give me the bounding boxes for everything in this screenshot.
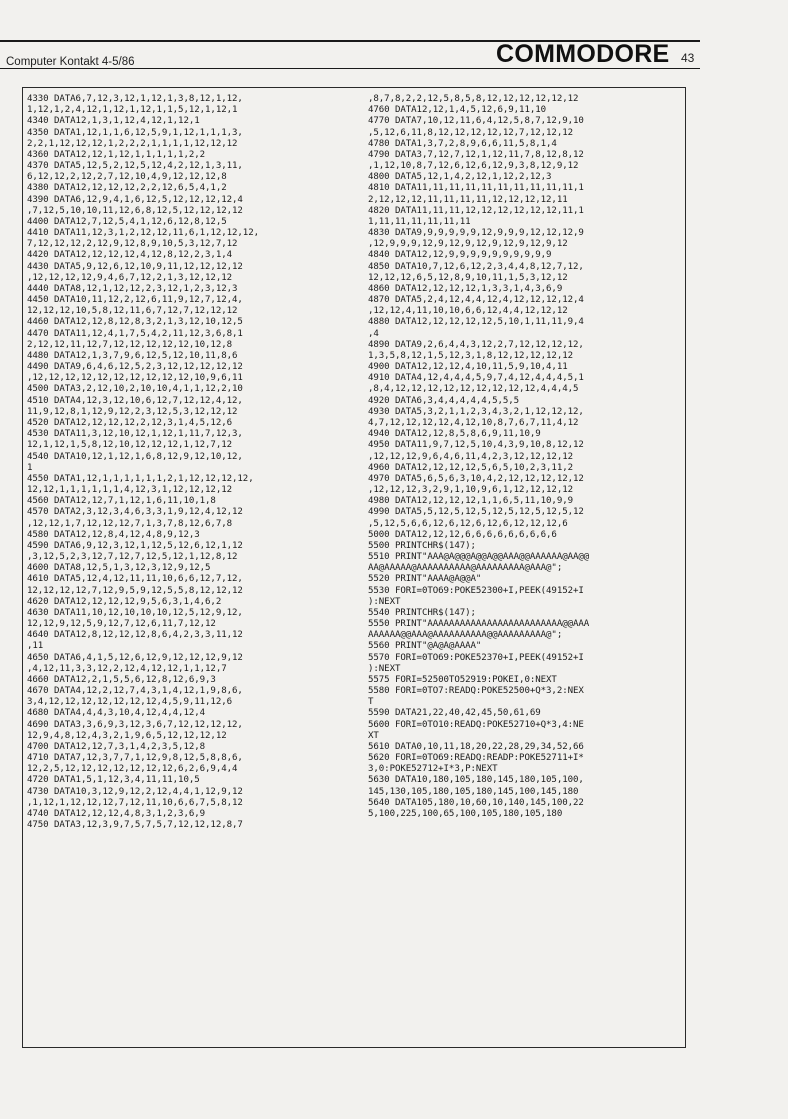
listing-line: 3,4,12,12,12,12,12,12,12,4,5,9,11,12,6 (27, 697, 233, 708)
listing-line: 2,12,12,12,11,11,11,11,12,12,12,12,11 (368, 194, 568, 205)
listing-line: 6,12,12,2,12,2,7,12,10,4,9,12,12,12,8 (27, 172, 227, 183)
listing-line: 4990 DATA5,5,12,5,12,5,12,5,12,5,12,5,12 (368, 507, 584, 518)
listing-line: 4510 DATA4,12,3,12,10,6,12,7,12,12,4,12, (27, 395, 243, 406)
listing-line: 4670 DATA4,12,2,12,7,4,3,1,4,12,1,9,8,6, (27, 686, 243, 697)
listing-line: 3,0:POKE52712+I*3,P:NEXT (368, 764, 498, 775)
listing-line: 5610 DATA0,10,11,18,20,22,28,29,34,52,66 (368, 741, 584, 752)
listing-line: 4980 DATA12,12,12,12,1,1,6,5,11,10,9,9 (368, 496, 574, 507)
listing-line: 4880 DATA12,12,12,12,12,5,10,1,11,11,9,4 (368, 317, 584, 328)
listing-line: 4920 DATA6,3,4,4,4,4,4,5,5,5 (368, 395, 520, 406)
listing-line: 4380 DATA12,12,12,12,2,2,12,6,5,4,1,2 (27, 183, 227, 194)
listing-line: 12,1,12,1,5,8,12,10,12,12,12,1,12,7,12 (27, 440, 233, 451)
listing-line: 4930 DATA5,3,2,1,1,2,3,4,3,2,1,12,12,12, (368, 406, 584, 417)
listing-line: 5640 DATA105,180,10,60,10,140,145,100,22 (368, 797, 584, 808)
listing-line: 4690 DATA3,3,6,9,3,12,3,6,7,12,12,12,12, (27, 719, 243, 730)
listing-line: 5575 FORI=52500TO52919:POKEI,0:NEXT (368, 674, 557, 685)
listing-line: ,3,12,5,2,3,12,7,12,7,12,5,12,1,12,8,12 (27, 552, 238, 563)
listing-line: 4620 DATA12,12,12,12,9,5,6,3,1,4,6,2 (27, 596, 222, 607)
listing-line: ,12,12,4,11,10,10,6,6,12,4,4,12,12,12 (368, 306, 568, 317)
listing-line: 5550 PRINT"AAAAAAAAAAAAAAAAAAAAAAAAA@@AAA (368, 619, 590, 630)
listing-line: 5580 FORI=0TO7:READQ:POKE52500+Q*3,2:NEX (368, 686, 584, 697)
listing-line: ,7,12,5,10,10,11,12,6,8,12,5,12,12,12,12 (27, 205, 243, 216)
listing-line: T (368, 697, 374, 708)
listing-line: 4660 DATA12,2,1,5,5,6,12,8,12,6,9,3 (27, 674, 216, 685)
listing-line: 5560 PRINT"@A@A@AAAA" (368, 641, 482, 652)
listing-line: 4770 DATA7,10,12,11,6,4,12,5,8,7,12,9,10 (368, 116, 584, 127)
listing-line: AA@AAAAA@AAAAAAAAAA@AAAAAAAAA@AAA@"; (368, 563, 563, 574)
listing-line: 7,12,12,12,2,12,9,12,8,9,10,5,3,12,7,12 (27, 239, 238, 250)
listing-line: ,12,12,12,12,9,4,6,7,12,2,1,3,12,12,12 (27, 272, 233, 283)
listing-line: 4840 DATA12,12,9,9,9,9,9,9,9,9,9,9 (368, 250, 552, 261)
listing-line: ,1,12,10,8,7,12,6,12,6,12,9,3,8,12,9,12 (368, 161, 579, 172)
listing-line: 4960 DATA12,12,12,12,5,6,5,10,2,3,11,2 (368, 462, 574, 473)
listing-line: 4390 DATA6,12,9,4,1,6,12,5,12,12,12,12,4 (27, 194, 243, 205)
listing-line: 4950 DATA11,9,7,12,5,10,4,3,9,10,8,12,12 (368, 440, 584, 451)
listing-line: ):NEXT (368, 663, 401, 674)
listing-line: 5500 PRINTCHR$(147); (368, 540, 476, 551)
listing-line: XT (368, 730, 379, 741)
listing-line: 1 (27, 462, 33, 473)
listing-line: 4700 DATA12,12,7,3,1,4,2,3,5,12,8 (27, 741, 206, 752)
listing-line: ,4 (368, 328, 379, 339)
listing-line: 4360 DATA12,12,1,12,1,1,1,1,1,2,2 (27, 149, 206, 160)
listing-line: 12,12,12,10,5,8,12,11,6,7,12,7,12,12,12 (27, 306, 238, 317)
listing-line: 12,2,5,12,12,12,12,12,12,12,6,2,6,9,4,4 (27, 764, 238, 775)
listing-line: 4550 DATA1,12,1,1,1,1,1,1,2,1,12,12,12,12, (27, 473, 254, 484)
listing-line: ,5,12,6,11,8,12,12,12,12,12,7,12,12,12 (368, 127, 574, 138)
listing-line: 4420 DATA12,12,12,12,4,12,8,12,2,3,1,4 (27, 250, 233, 261)
listing-line: 11,9,12,8,1,12,9,12,2,3,12,5,3,12,12,12 (27, 406, 238, 417)
listing-line: 1,3,5,8,12,1,5,12,3,1,8,12,12,12,12,12 (368, 350, 574, 361)
listing-line: 4590 DATA6,9,12,3,12,1,12,5,12,6,12,1,12 (27, 540, 243, 551)
listing-line: 12,12,9,12,5,9,12,7,12,6,11,7,12,12 (27, 619, 216, 630)
listing-line: ,4,12,11,3,3,12,2,12,4,12,12,1,1,12,7 (27, 663, 227, 674)
listing-line: 4740 DATA12,12,12,4,8,3,1,2,3,6,9 (27, 809, 206, 819)
section-brand: COMMODORE (496, 40, 670, 68)
listing-line: 4780 DATA1,3,7,2,8,9,6,6,11,5,8,1,4 (368, 138, 557, 149)
listing-line: 4530 DATA11,3,12,10,12,1,12,1,11,7,12,3, (27, 429, 243, 440)
listing-line: 4680 DATA4,4,4,3,10,4,12,4,4,12,4 (27, 708, 206, 719)
listing-line: 12,12,12,6,5,12,8,9,10,11,1,5,3,12,12 (368, 272, 568, 283)
listing-line: 4650 DATA6,4,1,5,12,6,12,9,12,12,12,9,12 (27, 652, 243, 663)
listing-line: 4830 DATA9,9,9,9,9,9,12,9,9,9,12,12,12,9 (368, 228, 584, 239)
listing-line: ):NEXT (368, 596, 401, 607)
listing-line: 4490 DATA9,6,4,6,12,5,2,3,12,12,12,12,12 (27, 362, 243, 373)
listing-right-column (368, 94, 682, 820)
listing-line: 4540 DATA10,12,1,12,1,6,8,12,9,12,10,12, (27, 451, 243, 462)
listing-line: 5510 PRINT"AAA@A@@@A@@A@@AAA@@AAAAAA@AA@@ (368, 552, 590, 563)
listing-line: 12,9,4,8,12,4,3,2,1,9,6,5,12,12,12,12 (27, 730, 227, 741)
listing-line: 4640 DATA12,8,12,12,12,8,6,4,2,3,3,11,12 (27, 630, 243, 641)
listing-line: 4500 DATA3,2,12,10,2,10,10,4,1,1,12,2,10 (27, 384, 243, 395)
listing-line: 4350 DATA1,12,1,1,6,12,5,9,1,12,1,1,1,3, (27, 127, 243, 138)
listing-line: ,5,12,5,6,6,12,6,12,6,12,6,12,12,12,6 (368, 518, 568, 529)
listing-line: 4940 DATA12,12,8,5,8,6,9,11,10,9 (368, 429, 541, 440)
listing-line: 4,7,12,12,12,12,4,12,10,8,7,6,7,11,4,12 (368, 417, 579, 428)
listing-line: 2,2,1,12,12,12,1,2,2,2,1,1,1,1,12,12,12 (27, 138, 238, 149)
listing-line: 4340 DATA12,1,3,1,12,4,12,1,12,1 (27, 116, 200, 127)
listing-line: 5520 PRINT"AAAA@A@@A" (368, 574, 482, 585)
listing-line: 4860 DATA12,12,12,12,1,3,3,1,4,3,6,9 (368, 283, 563, 294)
listing-line: 5620 FORI=0TO69:READQ:READP:POKE52711+I* (368, 753, 584, 764)
listing-line: 4580 DATA12,12,8,4,12,4,8,9,12,3 (27, 529, 200, 540)
listing-line: AAAAAA@@AAA@AAAAAAAAAA@@AAAAAAAAA@"; (368, 630, 563, 641)
listing-line: 5530 FORI=0TO69:POKE52300+I,PEEK(49152+I (368, 585, 584, 596)
listing-line: 4890 DATA9,2,6,4,4,3,12,2,7,12,12,12,12, (368, 339, 584, 350)
listing-line: 5570 FORI=0TO69:POKE52370+I,PEEK(49152+I (368, 652, 584, 663)
listing-line: 5000 DATA12,12,12,6,6,6,6,6,6,6,6,6 (368, 529, 557, 540)
listing-line: 4560 DATA12,12,7,1,12,1,6,11,10,1,8 (27, 496, 216, 507)
listing-line: 4520 DATA12,12,12,12,2,12,3,1,4,5,12,6 (27, 417, 233, 428)
listing-line: 4600 DATA8,12,5,1,3,12,3,12,9,12,5 (27, 563, 211, 574)
listing-line: ,11 (27, 641, 44, 652)
listing-line: ,8,7,8,2,2,12,5,8,5,8,12,12,12,12,12,12 (368, 94, 579, 104)
listing-line: 4800 DATA5,12,1,4,2,12,1,12,2,12,3 (368, 172, 552, 183)
listing-line: 4460 DATA12,12,8,12,8,3,2,1,3,12,10,12,5 (27, 317, 243, 328)
listing-line: 4870 DATA5,2,4,12,4,4,12,4,12,12,12,12,4 (368, 295, 584, 306)
listing-left-column (27, 94, 353, 831)
listing-line: 12,12,1,1,1,1,1,1,4,12,3,1,12,12,12,12 (27, 485, 233, 496)
listing-line: 4810 DATA11,11,11,11,11,11,11,11,11,11,1 (368, 183, 584, 194)
listing-line: ,12,12,12,12,12,12,12,12,12,12,10,9,6,11 (27, 373, 243, 384)
listing-line: 4400 DATA12,7,12,5,4,1,12,6,12,8,12,5 (27, 216, 227, 227)
listing-line: 4470 DATA11,12,4,1,7,5,4,2,11,12,3,6,8,1 (27, 328, 243, 339)
listing-line: 4480 DATA12,1,3,7,9,6,12,5,12,10,11,8,6 (27, 350, 238, 361)
listing-line: 4750 DATA3,12,3,9,7,5,7,5,7,12,12,12,8,7 (27, 820, 243, 831)
listing-line: 5600 FORI=0TO10:READQ:POKE52710+Q*3,4:NE (368, 719, 584, 730)
listing-line: 1,11,11,11,11,11,11 (368, 216, 471, 227)
listing-line: 5540 PRINTCHR$(147); (368, 607, 476, 618)
listing-line: 4610 DATA5,12,4,12,11,11,10,6,6,12,7,12, (27, 574, 243, 585)
listing-line: 4900 DATA12,12,12,4,10,11,5,9,10,4,11 (368, 362, 568, 373)
listing-line: ,12,12,12,9,6,4,6,11,4,2,3,12,12,12,12 (368, 451, 574, 462)
listing-line: 145,130,105,180,105,180,145,100,145,180 (368, 786, 579, 797)
listing-line: ,12,9,9,9,12,9,12,9,12,9,12,9,12,9,12 (368, 239, 568, 250)
listing-line: 4450 DATA10,11,12,2,12,6,11,9,12,7,12,4, (27, 295, 243, 306)
listing-line: ,12,12,1,7,12,12,12,7,1,3,7,8,12,6,7,8 (27, 518, 233, 529)
listing-line: 5590 DATA21,22,40,42,45,50,61,69 (368, 708, 541, 719)
listing-line: ,8,4,12,12,12,12,12,12,12,12,12,4,4,4,5 (368, 384, 579, 395)
listing-line: 5,100,225,100,65,100,105,180,105,180 (368, 809, 563, 819)
listing-line: 12,12,12,12,7,12,9,5,9,12,5,5,8,12,12,12 (27, 585, 243, 596)
listing-line: 4430 DATA5,9,12,6,12,10,9,11,12,12,12,12 (27, 261, 243, 272)
listing-line: ,1,12,1,12,12,12,7,12,11,10,6,6,7,5,8,12 (27, 797, 243, 808)
listing-line: 4630 DATA11,10,12,10,10,10,12,5,12,9,12, (27, 607, 243, 618)
listing-line: 2,12,12,11,12,7,12,12,12,12,12,10,12,8 (27, 339, 233, 350)
page-number: 43 (681, 51, 695, 65)
listing-line: 4710 DATA7,12,3,7,7,1,12,9,8,12,5,8,8,6, (27, 753, 243, 764)
listing-line: 4730 DATA10,3,12,9,12,2,12,4,4,1,12,9,12 (27, 786, 243, 797)
listing-line: 4970 DATA5,6,5,6,3,10,4,2,12,12,12,12,12 (368, 473, 584, 484)
publication-title: Computer Kontakt 4-5/86 (6, 56, 135, 68)
listing-line: 4410 DATA11,12,3,1,2,12,12,11,6,1,12,12,12, (27, 228, 259, 239)
listing-line: 5630 DATA10,180,105,180,145,180,105,100, (368, 775, 584, 786)
listing-line: 4790 DATA3,7,12,7,12,1,12,11,7,8,12,8,12 (368, 149, 584, 160)
listing-line: 4440 DATA8,12,1,12,12,2,3,12,1,2,3,12,3 (27, 283, 238, 294)
listing-line: 4370 DATA5,12,5,2,12,5,12,4,2,12,1,3,11, (27, 161, 243, 172)
listing-line: 4760 DATA12,12,1,4,5,12,6,9,11,10 (368, 105, 547, 116)
listing-line: 4820 DATA11,11,11,12,12,12,12,12,12,11,1 (368, 205, 584, 216)
listing-line: 4850 DATA10,7,12,6,12,2,3,4,4,8,12,7,12, (368, 261, 584, 272)
listing-line: ,12,12,12,3,2,9,1,10,9,6,1,12,12,12,12 (368, 485, 574, 496)
listing-line: 1,12,1,2,4,12,1,12,1,12,1,1,5,12,1,12,1 (27, 105, 238, 116)
listing-line: 4570 DATA2,3,12,3,4,6,3,3,1,9,12,4,12,12 (27, 507, 243, 518)
listing-line: 4330 DATA6,7,12,3,12,1,12,1,3,8,12,1,12, (27, 94, 243, 104)
listing-line: 4720 DATA1,5,1,12,3,4,11,11,10,5 (27, 775, 200, 786)
listing-line: 4910 DATA4,12,4,4,4,5,9,7,4,12,4,4,4,5,1 (368, 373, 584, 384)
